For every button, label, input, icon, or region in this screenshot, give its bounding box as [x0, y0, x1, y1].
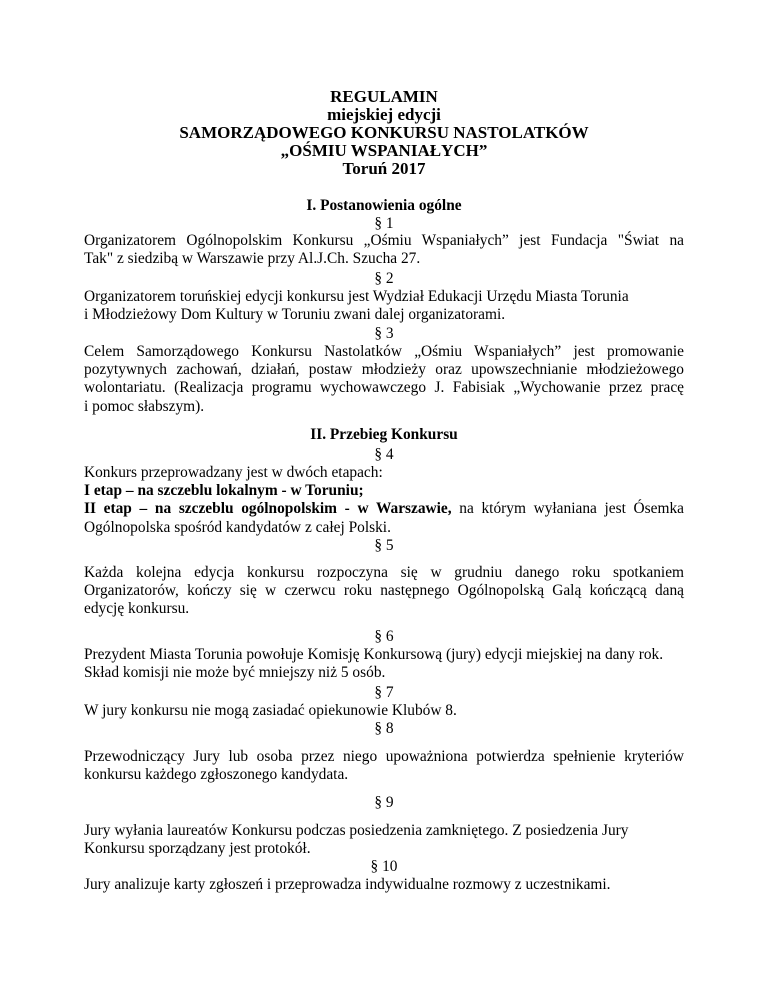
paragraph-6-text — [84, 646, 684, 682]
text-line: W jury konkursu nie mogą zasiadać opiekunowie Klubów 8. — [84, 702, 457, 719]
text-line — [84, 482, 684, 500]
paragraph-mark-8: § 8 — [374, 720, 394, 737]
stage-2-bold-text: II etap – na szczeblu ogólnopolskim - w Warszawie, — [84, 500, 452, 518]
paragraph-mark-3: § 3 — [374, 325, 394, 342]
text-line: edycję konkursu. — [84, 600, 190, 618]
title-place-year: Toruń 2017 — [342, 159, 426, 178]
text-line: i pomoc słabszym). — [84, 397, 205, 415]
title-contest-name: SAMORZĄDOWEGO KONKURSU NASTOLATKÓW — [179, 123, 589, 142]
paragraph-mark-9: § 9 — [374, 794, 394, 811]
title-contest-quote: „OŚMIU WSPANIAŁYCH” — [280, 141, 488, 160]
paragraph-mark-2: § 2 — [374, 270, 394, 287]
paragraph-1-text — [84, 232, 684, 268]
text-line: Konkursu sporządzany jest protokół. — [84, 840, 311, 858]
paragraph-3-text — [84, 343, 684, 416]
text-line: Ogólnopolska spośród kandydatów z całej Polski. — [84, 518, 391, 536]
stage-1-text: I etap – na szczeblu lokalnym - w Toruniu; — [84, 482, 364, 500]
text-line: Skład komisji nie może być mniejszy niż 5 osób. — [84, 664, 386, 682]
text-line: Organizatorów, kończy się w czerwcu roku następnego Ogólnopolską Galą kończącą daną — [84, 582, 684, 600]
text-line — [84, 500, 684, 518]
text-line: Tak" z siedzibą w Warszawie przy Al.J.Ch. Szucha 27. — [84, 250, 421, 268]
stage-2-rest-text: na którym wyłaniana jest Ósemka — [451, 500, 684, 518]
paragraph-7-text — [84, 702, 684, 720]
text-line: konkursu każdego zgłoszonego kandydata. — [84, 766, 349, 784]
text-line: Jury wyłania laureatów Konkursu podczas posiedzenia zamkniętego. Z posiedzenia Jury — [84, 822, 629, 839]
title-edition: miejskiej edycji — [327, 105, 441, 124]
paragraph-5-text — [84, 564, 684, 619]
text-line: Jury analizuje karty zgłoszeń i przeprowadza indywidualne rozmowy z uczestnikami. — [84, 876, 611, 893]
text-line: Każda kolejna edycja konkursu rozpoczyna się w grudniu danego roku spotkaniem — [84, 564, 684, 581]
text-line: Konkurs przeprowadzany jest w dwóch etapach: — [84, 464, 383, 481]
text-line: i Młodzieżowy Dom Kultury w Toruniu zwani dalej organizatorami. — [84, 306, 506, 324]
text-line: Organizatorem toruńskiej edycji konkursu jest Wydział Edukacji Urzędu Miasta Torunia — [84, 288, 629, 305]
paragraph-10-text — [84, 876, 684, 894]
paragraph-mark-4: § 4 — [374, 446, 394, 463]
text-line: pozytywnych zachowań, działań, postaw młodzieży oraz upowszechnianie młodzieżowego — [84, 361, 684, 379]
paragraph-9-text — [84, 822, 684, 858]
paragraph-2-text — [84, 288, 684, 324]
paragraph-mark-1: § 1 — [374, 215, 394, 232]
text-line: wolontariatu. (Realizacja programu wychowawczego J. Fabisiak „Wychowanie przez pracę — [84, 379, 684, 397]
text-line: Prezydent Miasta Torunia powołuje Komisję Konkursową (jury) edycji miejskiej na dany rok. — [84, 646, 664, 663]
text-line: Organizatorem Ogólnopolskim Konkursu „Ośmiu Wspaniałych” jest Fundacja "Świat na — [84, 232, 684, 249]
paragraph-mark-6: § 6 — [374, 628, 394, 645]
paragraph-mark-7: § 7 — [374, 684, 394, 701]
paragraph-8-text — [84, 748, 684, 784]
text-line: Przewodniczący Jury lub osoba przez niego upoważniona potwierdza spełnienie kryteriów — [84, 748, 684, 765]
paragraph-mark-10: § 10 — [370, 858, 398, 875]
paragraph-mark-5: § 5 — [374, 537, 394, 554]
text-line: Celem Samorządowego Konkursu Nastolatków „Ośmiu Wspaniałych” jest promowanie — [84, 343, 684, 360]
section-heading-course: II. Przebieg Konkursu — [310, 426, 458, 443]
paragraph-4-text — [84, 464, 684, 537]
section-heading-general: I. Postanowienia ogólne — [306, 197, 462, 214]
title-regulamin: REGULAMIN — [330, 87, 438, 106]
